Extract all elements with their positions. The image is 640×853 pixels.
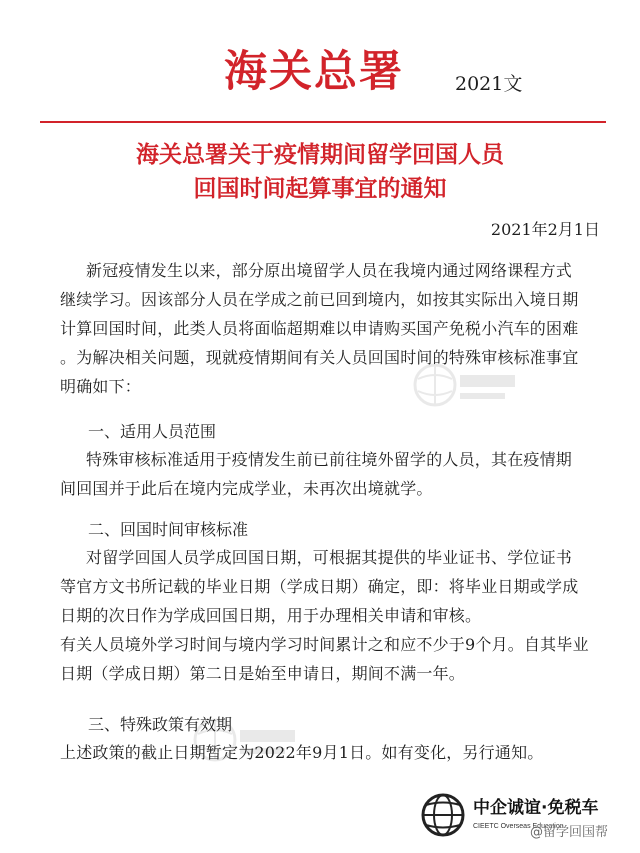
section-line: 对留学回国人员学成回国日期，可根据其提供的毕业证书、学位证书 xyxy=(86,548,573,567)
section-line: 间回国并于此后在境内完成学业，未再次出境就学。 xyxy=(60,479,433,498)
title-line-2: 回国时间起算事宜的通知 xyxy=(193,176,447,202)
notice-title xyxy=(40,138,600,206)
red-divider xyxy=(40,121,606,123)
section-line: 日期的次日作为学成回国日期，用于办理相关申请和审核。 xyxy=(60,606,482,625)
section-heading-2: 二、回国时间审核标准 xyxy=(88,520,249,539)
footer-brand: 中企诚谊·免税车 xyxy=(473,798,599,818)
intro-line: 继续学习。因该部分人员在学成之前已回到境内，如按其实际出入境日期 xyxy=(60,290,579,309)
notice-date: 2021年2月1日 xyxy=(490,220,600,239)
section-3-body xyxy=(60,738,600,767)
document-number: 2021文 xyxy=(455,73,523,95)
footer-subtitle: CIEETC Overseas Education xyxy=(473,823,564,830)
wechat-watermark: @留学回国帮 xyxy=(530,825,609,840)
intro-paragraph xyxy=(60,256,600,401)
section-1-body xyxy=(60,445,600,503)
section-line: 有关人员境外学习时间与境内学习时间累计之和应不少于9个月。自其毕业 xyxy=(60,635,589,654)
section-heading-3: 三、特殊政策有效期 xyxy=(88,715,233,734)
section-line: 上述政策的截止日期暂定为2022年9月1日。如有变化，另行通知。 xyxy=(60,743,544,762)
title-line-1: 海关总署关于疫情期间留学回国人员 xyxy=(136,142,504,168)
intro-line: 。为解决相关问题，现就疫情期间有关人员回国时间的特殊审核标准事宜 xyxy=(60,348,579,367)
section-line: 日期（学成日期）第二日是始至申请日，期间不满一年。 xyxy=(60,664,466,683)
section-heading-1: 一、适用人员范围 xyxy=(88,422,217,441)
intro-line: 新冠疫情发生以来，部分原出境留学人员在我境内通过网络课程方式 xyxy=(86,261,573,280)
intro-line: 计算回国时间，此类人员将面临超期难以申请购买国产免税小汽车的困难 xyxy=(60,319,579,338)
section-2-body xyxy=(60,543,600,688)
section-line: 等官方文书所记载的毕业日期（学成日期）确定，即：将毕业日期或学成 xyxy=(60,577,579,596)
agency-header: 海关总署 xyxy=(224,47,404,97)
intro-line: 明确如下： xyxy=(60,377,142,396)
globe-icon xyxy=(418,790,468,840)
section-line: 特殊审核标准适用于疫情发生前已前往境外留学的人员，其在疫情期 xyxy=(86,450,573,469)
